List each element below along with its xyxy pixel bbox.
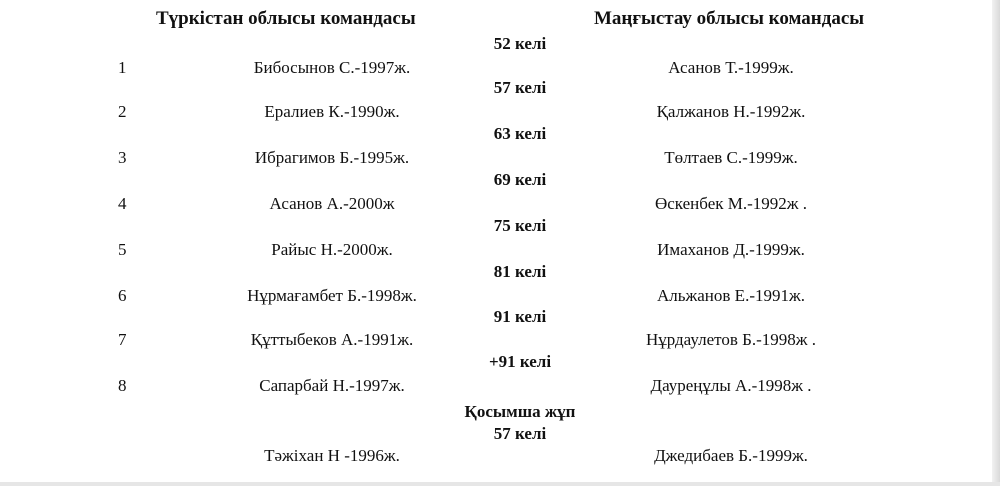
right-team-header: Маңғыстау облысы командасы	[594, 8, 865, 29]
left-athlete: Райыс Н.-2000ж.	[271, 240, 393, 259]
right-athlete: Қалжанов Н.-1992ж.	[656, 102, 806, 121]
right-athlete: Дауреңұлы А.-1998ж .	[650, 376, 812, 395]
left-athlete: Ералиев К.-1990ж.	[264, 102, 400, 121]
left-athlete: Нұрмағамбет Б.-1998ж.	[247, 286, 417, 305]
weight-category: 57 келі	[493, 78, 547, 97]
right-athlete: Нұрдаулетов Б.-1998ж .	[645, 330, 817, 349]
right-athlete: Асанов Т.-1999ж.	[668, 58, 794, 77]
row-number: 7	[118, 330, 127, 349]
weight-category: 91 келі	[493, 307, 547, 326]
extra-pair-title: Қосымша жұп	[464, 402, 576, 421]
row-number: 5	[118, 240, 127, 259]
weight-category: 52 келі	[493, 34, 547, 53]
left-team-header: Түркістан облысы командасы	[156, 8, 416, 29]
right-athlete: Альжанов Е.-1991ж.	[657, 286, 805, 305]
page-bottom-edge	[0, 482, 1000, 486]
weight-category: +91 келі	[488, 352, 552, 371]
row-number: 8	[118, 376, 127, 395]
left-athlete: Ибрагимов Б.-1995ж.	[254, 148, 410, 167]
row-number: 3	[118, 148, 127, 167]
left-athlete: Құттыбеков А.-1991ж.	[250, 330, 414, 349]
left-athlete: Бибосынов С.-1997ж.	[253, 58, 411, 77]
weight-category: 81 келі	[493, 262, 547, 281]
right-athlete: Джедибаев Б.-1999ж.	[654, 446, 808, 465]
right-athlete: Төлтаев С.-1999ж.	[664, 148, 798, 167]
row-number: 1	[118, 58, 127, 77]
left-athlete: Сапарбай Н.-1997ж.	[259, 376, 405, 395]
left-athlete: Асанов А.-2000ж	[269, 194, 395, 213]
weight-category: 63 келі	[493, 124, 547, 143]
weight-category: 57 келі	[493, 424, 547, 443]
weight-category: 69 келі	[493, 170, 547, 189]
left-athlete: Тәжіхан Н -1996ж.	[264, 446, 400, 465]
row-number: 6	[118, 286, 127, 305]
weight-category: 75 келі	[493, 216, 547, 235]
page-edge-shadow	[992, 0, 1000, 486]
row-number: 2	[118, 102, 127, 121]
row-number: 4	[118, 194, 127, 213]
right-athlete: Имаханов Д.-1999ж.	[657, 240, 805, 259]
right-athlete: Өскенбек М.-1992ж .	[654, 194, 808, 213]
